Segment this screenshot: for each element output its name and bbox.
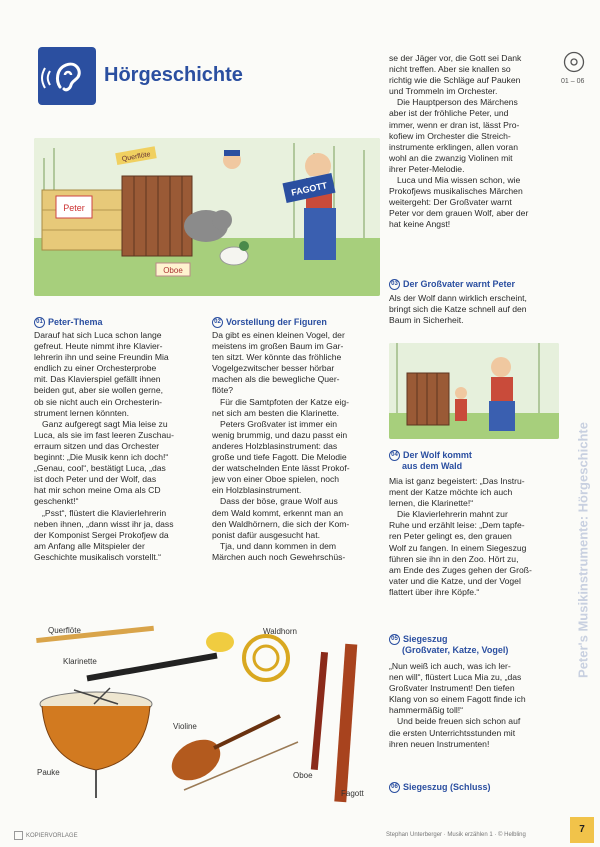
intro-continuation: se der Jäger vor, die Gott sei Dank nicht treffen. Aber sie knallen so richtig wie die Schläge auf Pauken und Trommeln im Orchester. Die Hauptperson des Märchens aber ist der fröhliche Peter, und immer, wenn er dran ist, lässt Pro- kofiew im Orchester die Streich- instrumente erklingen, allen voran wohl an die zwanzig Violinen mit ihrer Peter-Melodie. Luca und Mia wissen schon, wie Prokofjews musikalisches Märchen weitergeht: Der Großvater warnt Peter vor dem grauen Wolf, aber der hat keine Angst! — [389, 53, 529, 230]
page-title: Hörgeschichte — [104, 64, 243, 86]
label-querfloete: Querflöte — [48, 626, 81, 635]
copyright-footer: Stephan Unterberger · Musik erzählen 1 · © Helbling — [386, 832, 526, 838]
cd-icon — [563, 51, 585, 73]
label-waldhorn: Waldhorn — [263, 627, 297, 636]
section-01-text: Darauf hat sich Luca schon lange gefreut. Heute nimmt ihre Klavier- lehrerin ihn und seine Freundin Mia endlich zu einer Orchesterprobe mit. Das Klavierspiel gefällt ihnen beiden gut, aber sie wollen gerne, ob sie nicht auch ein Orchesterin- strument lernen könnten. Ganz aufgeregt sagt Mia leise zu Luca, als sie im fast leeren Zuschau- erraum sitzen und das Orchester beginnt: „Die Musik kenn ich doch!“ „Genau, cool“, bestätigt Luca, „das ist doch Peter und der Wolf, das hat mir schon meine Oma als CD geschenkt!“ „Psst“, flüstert die Klavierlehrerin neben ihnen, „dann wisst ihr ja, dass der Komponist Sergei Prokofjew da am Anfang alle Mitspieler der Geschichte musikalisch vorstellt.“ — [34, 330, 174, 562]
querfloete-sign: Querflöte — [121, 151, 152, 164]
cd-track-icon: 06 — [389, 782, 400, 793]
peter-sign: Peter — [63, 203, 85, 213]
section-03-text: Als der Wolf dann wirklich erscheint, bringt sich die Katze schnell auf den Baum in Sicherheit. — [389, 293, 527, 326]
section-01-heading[interactable]: 01 Peter-Thema — [34, 317, 103, 328]
section-04-text: Mia ist ganz begeistert: „Das Instru- ment der Katze möchte ich auch lernen, die Klarinette!“ Die Klavierlehrerin mahnt zur Ruhe und erzählt leise: „Dem tapfe- ren Peter gelingt es, den grauen Wolf zu fangen. In einem Siegeszug führen sie ihn in den Zoo. Hört zu, am Ende des Zuges gehen der Groß- vater und die Katze, und der Vogel flattert über ihre Köpfe.“ — [389, 476, 532, 597]
section-05-heading[interactable]: 05 Siegeszug (Großvater, Katze, Vogel) — [389, 634, 508, 656]
section-02-text: Da gibt es einen kleinen Vogel, der meistens im großen Baum im Gar- ten sitzt. Wer könnte das fröhliche Vogelgezwitscher besser hörbar machen als die bewegliche Quer- flöte? Für die Samtpfoten der Katze eig- net sich am besten die Klarinette. Peters Großvater ist immer ein wenig brummig, und dazu passt ein anderes Holzblasinstrument: das große und tiefe Fagott. Die Melodie der watschelnden Ente lässt Prokof- jew von einer Oboe spielen, noch ein Holzblasinstrument. Dass der böse, graue Wolf aus dem Wald kommt, erkennt man an den Waldhörnern, die sich der Kom- ponist dafür ausgesucht hat. Tja, und dann kommen in dem Märchen auch noch Gewehrschüs- — [212, 330, 350, 562]
cd-track-icon: 03 — [389, 279, 400, 290]
label-fagott: Fagott — [341, 789, 364, 798]
copy-icon — [14, 831, 23, 840]
section-03-heading[interactable]: 03 Der Großvater warnt Peter — [389, 279, 515, 290]
section-02-heading[interactable]: 02 Vorstellung der Figuren — [212, 317, 327, 328]
page-number: 7 — [570, 817, 594, 843]
cd-track-icon: 05 — [389, 634, 400, 645]
label-pauke: Pauke — [37, 768, 60, 777]
label-violine: Violine — [173, 722, 197, 731]
section-04-heading[interactable]: 04 Der Wolf kommt aus dem Wald — [389, 450, 472, 472]
fagott-sign: FAGOTT — [290, 180, 329, 198]
grandfather-illustration — [389, 343, 559, 439]
instruments-illustration — [34, 620, 380, 805]
cd-track-icon: 04 — [389, 450, 400, 461]
cd-track-range: 01 – 06 — [561, 78, 585, 85]
section-06-heading[interactable]: 06 Siegeszug (Schluss) — [389, 782, 491, 793]
cd-track-icon: 02 — [212, 317, 223, 328]
story-illustration — [34, 138, 380, 296]
section-05-text: „Nun weiß ich auch, was ich ler- nen will“, flüstert Luca Mia zu, „das Großvater Instrument! Den tiefen Klang von so einem Fagott finde ich hammermäßig toll!“ Und beide freuen sich schon auf die ersten Unterrichtsstunden mit ihren neuen Instrumenten! — [389, 661, 526, 749]
copy-template-label: KOPIERVORLAGE — [14, 831, 78, 840]
oboe-sign: Oboe — [163, 266, 183, 275]
vertical-sidebar-title: Peter's Musikinstrumente: Hörgeschichte — [575, 422, 591, 678]
label-klarinette: Klarinette — [63, 657, 97, 666]
ear-icon — [38, 47, 96, 105]
label-oboe: Oboe — [293, 771, 313, 780]
cd-track-icon: 01 — [34, 317, 45, 328]
